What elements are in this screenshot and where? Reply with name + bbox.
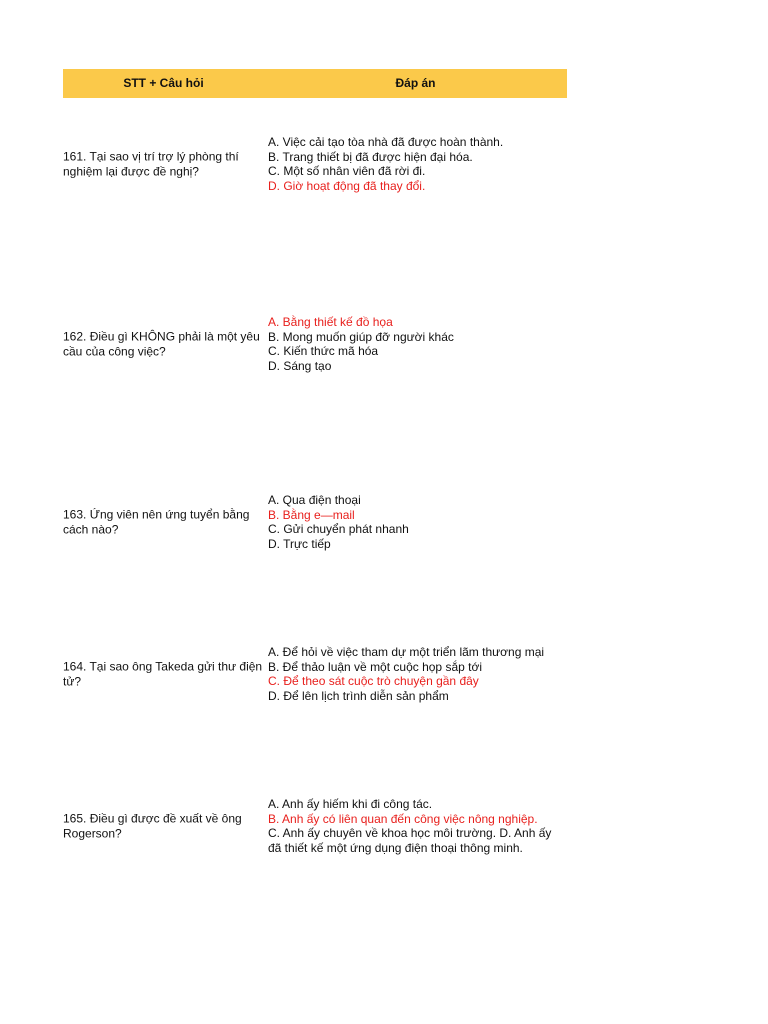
answer-option-d-correct: D. Giờ hoạt động đã thay đổi.: [268, 178, 426, 193]
answer-option-a: A. Việc cải tạo tòa nhà đã được hoàn thành.: [268, 134, 504, 149]
answer-list: [268, 493, 568, 551]
answer-option-c: C. Gửi chuyển phát nhanh: [268, 522, 409, 536]
question-text: 162. Điều gì KHÔNG phải là một yêu cầu của công việc?: [63, 329, 260, 358]
answer-option-c: C. Một số nhân viên đã rời đi.: [268, 164, 426, 178]
table-header: [63, 69, 567, 98]
answer-column-header: Đáp án: [395, 76, 436, 90]
answer-option-a: A. Để hỏi về việc tham dự một triển lãm thương mại: [268, 644, 545, 659]
answer-option-b: B. Mong muốn giúp đỡ người khác: [268, 329, 454, 344]
question-row-163: [63, 492, 567, 552]
answer-option-d: đã thiết kế một ứng dụng điện thoại thông minh.: [268, 840, 523, 855]
answer-list: [268, 315, 568, 373]
answer-option-c: C. Kiến thức mã hóa: [268, 344, 379, 358]
answer-option-b-correct: B. Anh ấy có liên quan đến công việc nông nghiệp.: [268, 811, 538, 826]
answer-option-d: D. Sáng tạo: [268, 358, 332, 373]
question-row-162: [63, 314, 567, 374]
question-text: 164. Tại sao ông Takeda gửi thư điện tử?: [63, 659, 263, 688]
question-text: 163. Ứng viên nên ứng tuyển bằng cách nào?: [63, 507, 250, 536]
answer-option-d: D. Để lên lịch trình diễn sản phẩm: [268, 688, 449, 703]
answer-list: [268, 135, 568, 193]
answer-option-a: A. Anh ấy hiếm khi đi công tác.: [268, 796, 433, 811]
answer-option-b-correct: B. Bằng e—mail: [268, 507, 355, 522]
answer-list: [268, 797, 568, 855]
question-row-161: [63, 134, 567, 194]
question-text: 165. Điều gì được đề xuất về ông Rogerson?: [63, 811, 242, 840]
answer-option-b: B. Trang thiết bị đã được hiện đại hóa.: [268, 149, 473, 164]
question-column-header: STT + Câu hỏi: [123, 76, 204, 90]
question-row-165: [63, 796, 567, 856]
answer-option-b: B. Để thảo luận về một cuộc họp sắp tới: [268, 659, 482, 674]
question-row-164: [63, 644, 567, 704]
answer-option-a-correct: A. Bằng thiết kế đồ họa: [268, 314, 393, 329]
answer-option-c: C. Anh ấy chuyên về khoa học môi trường. D. Anh ấy: [268, 826, 552, 840]
question-text: 161. Tại sao vị trí trợ lý phòng thí nghiệm lại được đề nghị?: [63, 149, 239, 178]
answer-option-a: A. Qua điện thoại: [268, 492, 361, 507]
answer-option-c-correct: C. Để theo sát cuộc trò chuyện gần đây: [268, 674, 479, 688]
answer-list: [268, 645, 568, 703]
answer-option-d: D. Trực tiếp: [268, 536, 331, 551]
